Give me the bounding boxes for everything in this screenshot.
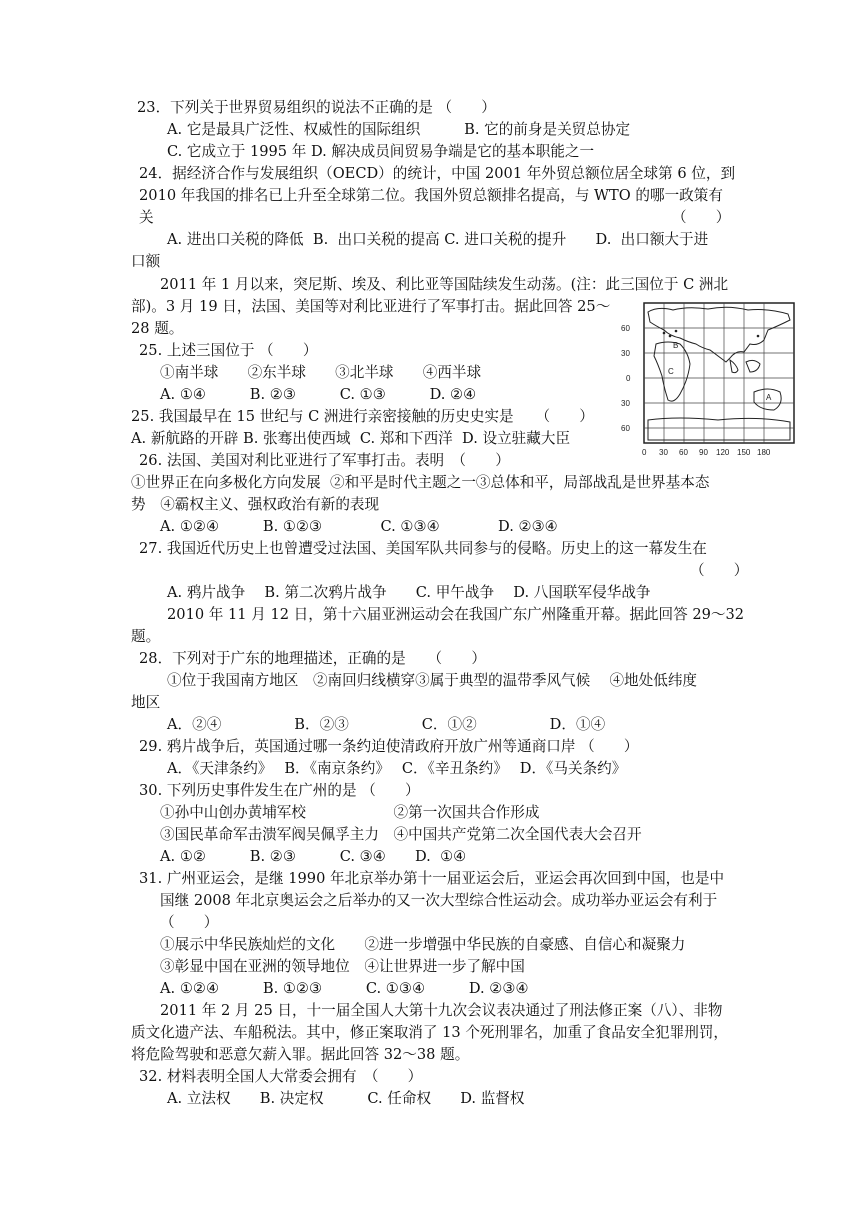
world-map-svg (618, 300, 796, 460)
text-line-q31c: （ ） (160, 914, 219, 931)
text-line-q27o: A. 鸦片战争 B. 第二次鸦片战争 C. 甲午战争 D. 八国联军侵华战争 (167, 584, 651, 601)
text-line-q24p: （ ） (672, 209, 731, 226)
text-line-q32: 32. 材料表明全国人大常委会拥有 （ ） (139, 1068, 423, 1085)
lon-label: 90 (699, 448, 708, 457)
text-line-q26: 26. 法国、美国对利比亚进行了军事打击。表明 （ ） (139, 452, 510, 469)
text-line-q26o2: 势 ④霸权主义、强权政治有新的表现 (131, 496, 380, 513)
text-line-q32o: A. 立法权 B. 决定权 C. 任命权 D. 监督权 (167, 1090, 525, 1107)
lat-label: 60 (621, 424, 630, 433)
text-line-m32a: 2011 年 2 月 25 日，十一届全国人大第十九次会议表决通过了刑法修正案（八）、非物 (160, 1002, 723, 1019)
text-line-q25bo: A. 新航路的开辟 B. 张骞出使西域 C. 郑和下西洋 D. 设立驻藏大臣 (131, 430, 571, 447)
text-line-q31o3: A. ①②④ B. ①②③ C. ①③④ D. ②③④ (160, 980, 529, 997)
text-line-q28o2: 地区 (131, 694, 161, 711)
text-line-q25o: ①南半球 ②东半球 ③北半球 ④西半球 (160, 364, 482, 381)
lon-label: 150 (737, 448, 751, 457)
text-line-m32c: 将危险驾驶和恶意欠薪入罪。据此回答 32～38 题。 (131, 1046, 470, 1063)
text-line-q26o: ①世界正在向多极化方向发展 ②和平是时代主题之一③总体和平，局部战乱是世界基本态 (131, 474, 710, 491)
text-line-q28o: ①位于我国南方地区 ②南回归线横穿③属于典型的温带季风气候 ④地处低纬度 (167, 672, 698, 689)
region-label-b: B (673, 341, 679, 350)
text-line-m29b: 题。 (131, 628, 161, 645)
text-line-q30: 30. 下列历史事件发生在广州的是 （ ） (139, 782, 420, 799)
world-map-figure (618, 300, 796, 460)
text-line-q23a: A. 它是最具广泛性、权威性的国际组织 B. 它的前身是关贸总协定 (167, 121, 631, 138)
lon-label: 180 (757, 448, 771, 457)
text-line-q25b: 25. 我国最早在 15 世纪与 C 洲进行亲密接触的历史史实是 （ ） (131, 408, 594, 425)
lon-label: 120 (716, 448, 730, 457)
text-line-q23b: C. 它成立于 1995 年 D. 解决成员间贸易争端是它的基本职能之一 (167, 143, 595, 160)
lon-label: 0 (642, 448, 647, 457)
text-line-q31b: 国继 2008 年北京奥运会之后举办的又一次大型综合性运动会。成功举办亚运会有利于 (160, 892, 718, 909)
region-label-a: A (766, 393, 772, 402)
text-line-q25: 25. 上述三国位于 （ ） (139, 342, 318, 359)
text-line-q30o3: A. ①② B. ②③ C. ③④ D. ①④ (160, 848, 467, 865)
text-line-m25b: 部)。3 月 19 日，法国、美国等对利比亚进行了军事打击。据此回答 25～ (131, 298, 611, 315)
lon-label: 60 (679, 448, 688, 457)
text-line-q30o2: ③国民革命军击溃军阀吴佩孚主力 ④中国共产党第二次全国代表大会召开 (160, 826, 642, 843)
text-line-m29a: 2010 年 11 月 12 日，第十六届亚洲运动会在我国广东广州隆重开幕。据此回答 29～32 (167, 606, 745, 623)
text-line-q31o2: ③彰显中国在亚洲的领导地位 ④让世界进一步了解中国 (160, 958, 525, 975)
region-label-c: C (668, 367, 674, 376)
text-line-q26o3: A. ①②④ B. ①②③ C. ①③④ D. ②③④ (160, 518, 558, 535)
text-line-q24o2: 口额 (131, 253, 161, 270)
text-line-q27p: （ ） (690, 562, 749, 579)
text-line-q23: 23．下列关于世界贸易组织的说法不正确的是 （ ） (137, 99, 496, 116)
lat-label: 60 (621, 324, 630, 333)
text-line-m32b: 质文化遗产法、车船税法。其中，修正案取消了 13 个死刑罪名，加重了食品安全犯罪刑罚， (131, 1024, 729, 1041)
text-line-q24b: 2010 年我国的排名已上升至全球第二位。我国外贸总额排名提高，与 WTO 的哪一政策有 (139, 187, 723, 204)
lon-label: 30 (659, 448, 668, 457)
lat-label: 30 (621, 349, 630, 358)
text-line-q31o: ①展示中华民族灿烂的文化 ②进一步增强中华民族的自豪感、自信心和凝聚力 (160, 936, 686, 953)
text-line-q31: 31. 广州亚运会，是继 1990 年北京举办第十一届亚运会后，亚运会再次回到中国，也是中 (139, 870, 725, 887)
text-line-q24o: A. 进出口关税的降低 B. 出口关税的提高 C. 进口关税的提升 D. 出口额大于进 (167, 231, 709, 248)
text-line-q25o2: A. ①④ B. ②③ C. ①③ D. ②④ (160, 386, 477, 403)
lat-label: 0 (626, 374, 631, 383)
text-line-q30o: ①孙中山创办黄埔军校 ②第一次国共合作形成 (160, 804, 540, 821)
text-line-m25c: 28 题。 (131, 320, 184, 337)
text-line-q29o: A．《天津条约》 B．《南京条约》 C．《辛丑条约》 D．《马关条约》 (167, 760, 627, 777)
text-line-m25a: 2011 年 1 月以来，突尼斯、埃及、利比亚等国陆续发生动荡。(注：此三国位于 C 洲北 (160, 276, 729, 293)
text-line-q29: 29. 鸦片战争后，英国通过哪一条约迫使清政府开放广州等通商口岸 （ ） (139, 738, 639, 755)
text-line-q28o3: A．②④ B．②③ C．①② D．①④ (167, 716, 606, 733)
text-line-q24c: 关 (139, 209, 154, 226)
text-line-q28: 28．下列对于广东的地理描述，正确的是 （ ） (139, 650, 486, 667)
text-line-q27: 27. 我国近代历史上也曾遭受过法国、美国军队共同参与的侵略。历史上的这一幕发生在 (139, 540, 707, 557)
map-frame (644, 303, 794, 443)
text-line-q24: 24．据经济合作与发展组织（OECD）的统计，中国 2001 年外贸总额位居全球第 6 位，到 (139, 165, 736, 182)
lat-label: 30 (621, 399, 630, 408)
